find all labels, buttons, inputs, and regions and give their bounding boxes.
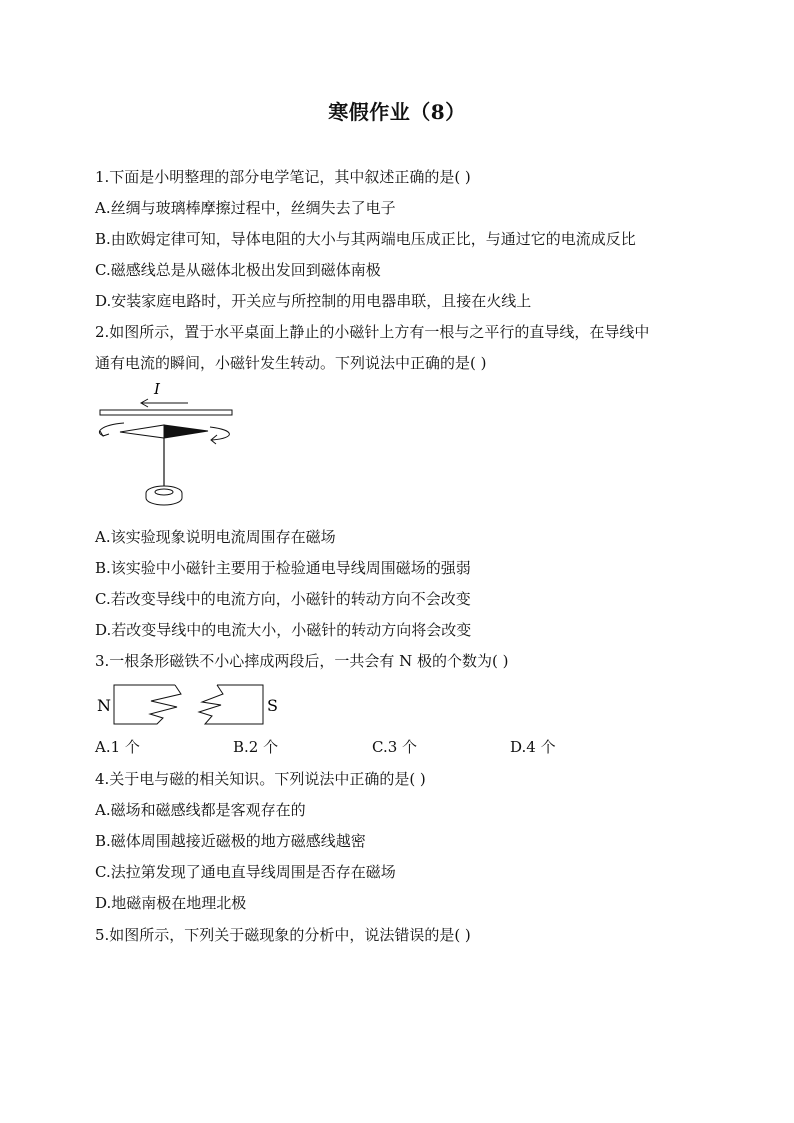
question-3-option-b: B.2 个 [233,738,279,756]
north-pole-label: N [97,696,111,715]
question-3-option-c: C.3 个 [372,738,418,756]
question-3-option-a: A.1 个 [95,738,140,756]
question-3-option-d: D.4 个 [510,738,556,756]
question-4-option-d: D.地磁南极在地理北极 [95,894,247,912]
question-4-stem: 4.关于电与磁的相关知识。下列说法中正确的是( ) [95,770,426,788]
broken-magnet-figure [95,682,295,728]
question-2-stem-line-2: 通有电流的瞬间，小磁针发生转动。下列说法中正确的是( ) [95,354,487,372]
question-2-option-d: D.若改变导线中的电流大小，小磁针的转动方向将会改变 [95,621,472,639]
question-1-option-d: D.安装家庭电路时，开关应与所控制的用电器串联，且接在火线上 [95,292,532,310]
question-5-stem: 5.如图所示，下列关于磁现象的分析中，说法错误的是( ) [95,926,471,944]
question-1-stem: 1.下面是小明整理的部分电学笔记，其中叙述正确的是( ) [95,168,471,186]
question-4-option-b: B.磁体周围越接近磁极的地方磁感线越密 [95,832,366,850]
stand-base [146,486,182,505]
question-2-stem-line-1: 2.如图所示，置于水平桌面上静止的小磁针上方有一根与之平行的直导线，在导线中 [95,323,650,341]
straight-wire [100,410,232,415]
south-pole-label: S [267,696,278,715]
question-1-option-b: B.由欧姆定律可知，导体电阻的大小与其两端电压成正比，与通过它的电流成反比 [95,230,636,248]
current-arrow-icon [141,399,188,407]
magnet-left-piece [114,685,181,724]
question-3-stem: 3.一根条形磁铁不小心摔成两段后，一共会有 N 极的个数为( ) [95,652,509,670]
question-2-option-b: B.该实验中小磁针主要用于检验通电导线周围磁场的强弱 [95,559,471,577]
question-4-option-c: C.法拉第发现了通电直导线周围是否存在磁场 [95,863,396,881]
compass-needle [120,425,208,438]
question-1-option-a: A.丝绸与玻璃棒摩擦过程中，丝绸失去了电子 [95,199,396,217]
question-2-option-a: A.该实验现象说明电流周围存在磁场 [95,528,336,546]
question-1-option-c: C.磁感线总是从磁体北极出发回到磁体南极 [95,261,381,279]
page-title: 寒假作业（8） [328,100,466,124]
magnet-right-piece [199,685,263,724]
current-label: I [154,380,160,398]
question-4-option-a: A.磁场和磁感线都是客观存在的 [95,801,306,819]
question-2-option-c: C.若改变导线中的电流方向，小磁针的转动方向不会改变 [95,590,471,608]
wire-and-compass-figure [90,380,240,515]
